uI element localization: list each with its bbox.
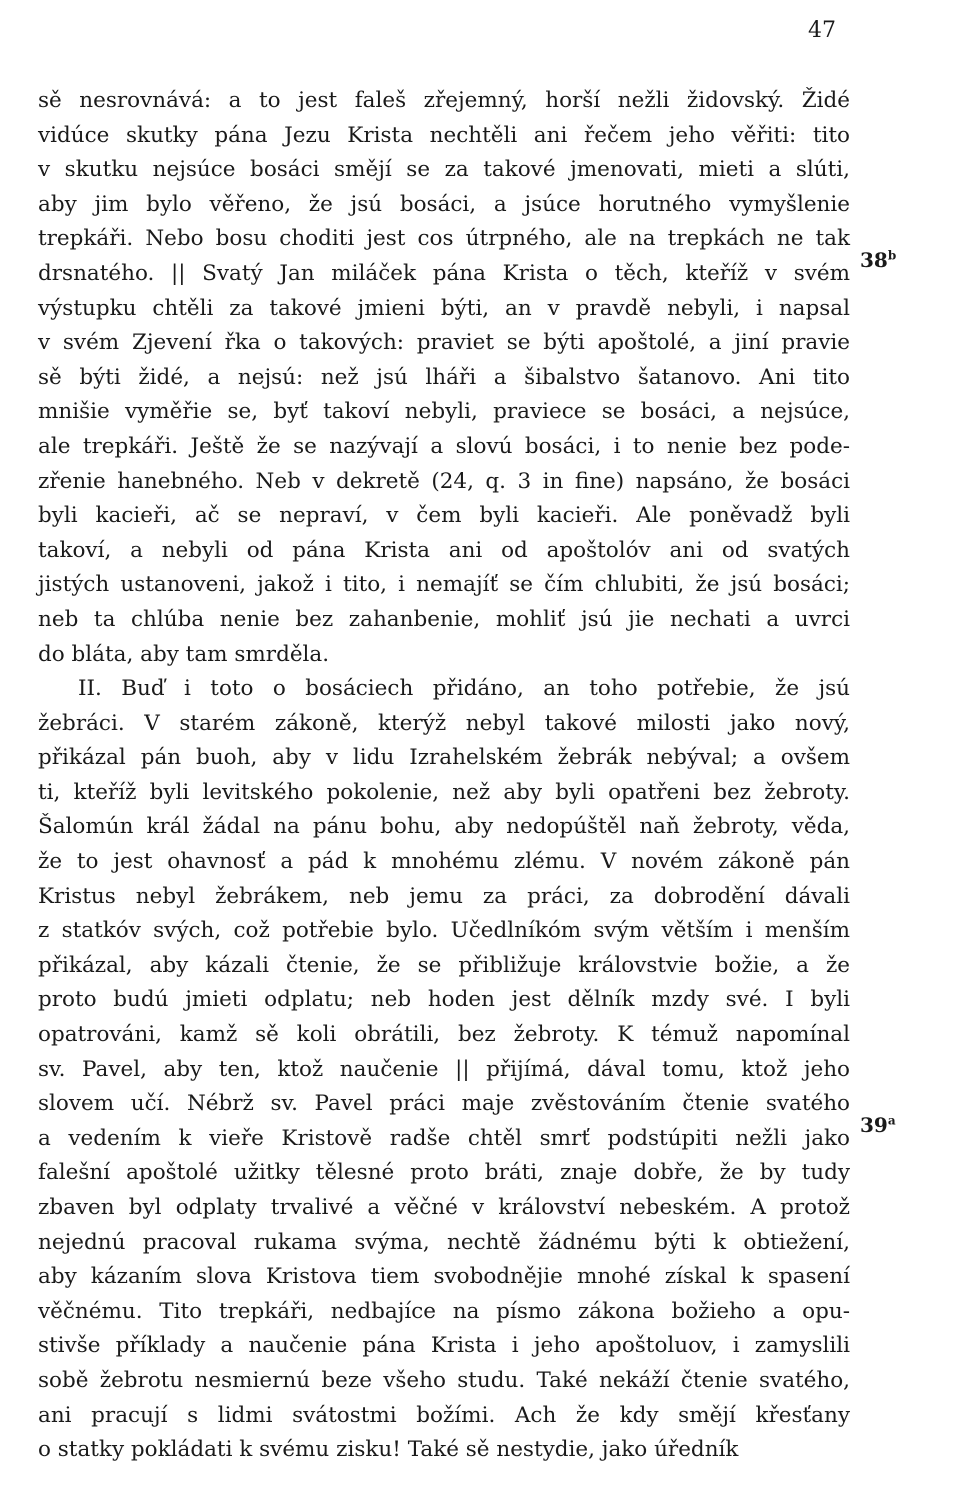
- text-line: v svém Zjevení řka o takových: praviet se býti apoštolé, a jiní pravie: [38, 330, 850, 356]
- margin-note-39a: [860, 1113, 896, 1137]
- margin-note-38b: [860, 248, 896, 272]
- text-line: o statky pokládati k svému zisku! Také sě nestydie, jako úředník: [38, 1437, 739, 1463]
- text-line: slovem učí. Nébrž sv. Pavel práci maje zvěstováním čtenie svatého: [38, 1091, 850, 1117]
- page-number: 47: [808, 18, 836, 43]
- text-line: Šalomún král žádal na pánu bohu, aby nedopúštěl naň žebroty, věda,: [38, 814, 850, 840]
- text-line: opatrováni, kamž sě koli obrátili, bez žebroty. K témuž napomínal: [38, 1022, 850, 1048]
- text-line: zřenie hanebného. Neb v dekretě (24, q. 3 in fine) napsáno, že bosáci: [38, 468, 850, 494]
- text-line: neb ta chlúba nenie bez zahanbenie, mohliť jsú jie nechati a uvrci: [38, 606, 850, 632]
- text-line: zbaven byl odplaty trvalivé a věčné v království nebeském. A protož: [38, 1195, 850, 1220]
- text-line: Kristus nebyl žebrákem, neb jemu za práci, za dobrodění dávali: [38, 883, 850, 909]
- text-line: z statkóv svých, což potřebie bylo. Učedlníkóm svým větším i menším: [38, 918, 850, 944]
- text-line: přikázal pán buoh, aby v lidu Izrahelském žebrák nebýval; a ovšem: [38, 745, 850, 771]
- text-line: takoví, a nebyli od pána Krista ani od apoštolóv ani od svatých: [38, 537, 850, 563]
- text-line: a vedením k vieře Kristově radše chtěl smrť podstúpiti nežli jako: [38, 1125, 850, 1151]
- text-line: byli kacieři, ač se nepraví, v čem byli kacieři. Ale poněvadž byli: [38, 503, 850, 529]
- text-line: sě nesrovnává: a to jest faleš zřejemný, horší nežli židovský. Židé: [38, 88, 850, 113]
- text-line: stivše příklady a naučenie pána Krista i jeho apoštoluov, i zamyslili: [38, 1333, 850, 1359]
- body-text: [38, 84, 850, 1468]
- text-line: do bláta, aby tam smrděla.: [38, 641, 330, 667]
- margin-note-number: 39: [860, 1113, 888, 1137]
- text-line: přikázal, aby kázali čtenie, že se přibližuje královstvie božie, a že: [38, 952, 850, 978]
- text-line: trepkáři. Nebo bosu choditi jest cos útrpného, ale na trepkách ne tak: [38, 226, 850, 252]
- margin-note-number: 38: [860, 248, 888, 272]
- text-line: žebráci. V starém zákoně, kterýž nebyl takové milosti jako nový,: [38, 710, 850, 736]
- text-line: sě býti židé, a nejsú: než jsú lháři a šibalstvo šatanovo. Ani tito: [38, 364, 850, 390]
- text-line: drsnatého. || Svatý Jan miláček pána Krista o těch, kteříž v svém: [38, 260, 850, 286]
- text-line: sobě žebrotu nesmiernú beze všeho studu. Také nekáží čtenie svatého,: [38, 1367, 850, 1393]
- text-line: mnišie vyměřie se, byť takoví nebyli, praviece se bosáci, a nejsúce,: [38, 399, 850, 425]
- text-line: proto budú jmieti odplatu; neb hoden jest dělník mzdy své. I byli: [38, 987, 850, 1013]
- text-line: jistých ustanoveni, jakož i tito, i nemajíť se čím chlubiti, že jsú bosáci;: [38, 572, 850, 598]
- margin-note-suffix: a: [887, 1113, 896, 1128]
- text-line: ti, kteříž byli levitského pokolenie, než aby byli opatřeni bez žebroty.: [38, 779, 850, 805]
- margin-note-suffix: b: [887, 248, 897, 263]
- text-line: vidúce skutky pána Jezu Krista nechtěli ani řečem jeho věřiti: tito: [38, 122, 850, 148]
- text-line: věčnému. Tito trepkáři, nedbajíce na písmo zákona božieho a opu-: [38, 1298, 850, 1324]
- text-line: sv. Pavel, aby ten, ktož naučenie || přijímá, dával tomu, ktož jeho: [38, 1056, 850, 1082]
- text-line: ani pracují s lidmi svátostmi božími. Ach že kdy smějí křesťany: [38, 1402, 850, 1428]
- text-line: že to jest ohavnosť a pád k mnohému zlému. V novém zákoně pán: [38, 849, 850, 875]
- text-line: aby jim bylo věřeno, že jsú bosáci, a jsúce horutného vymyšlenie: [38, 191, 850, 217]
- text-line: v skutku nejsúce bosáci smějí se za takové jmenovati, mieti a slúti,: [38, 157, 850, 183]
- text-line: ale trepkáři. Ještě že se nazývají a slovú bosáci, i to nenie bez pode-: [38, 433, 850, 459]
- text-line: II. Buď i toto o bosáciech přidáno, an toho potřebie, že jsú: [78, 676, 850, 702]
- text-line: aby kázaním slova Kristova tiem svobodnějie mnohé získal k spasení: [38, 1264, 850, 1290]
- text-line: nejednú pracoval rukama svýma, nechtě žádnému býti k obtiežení,: [38, 1229, 850, 1255]
- text-line: falešní apoštolé užitky tělesné proto bráti, znaje dobře, že by tudy: [38, 1160, 850, 1186]
- text-line: výstupku chtěli za takové jmieni býti, an v pravdě nebyli, i napsal: [38, 295, 850, 321]
